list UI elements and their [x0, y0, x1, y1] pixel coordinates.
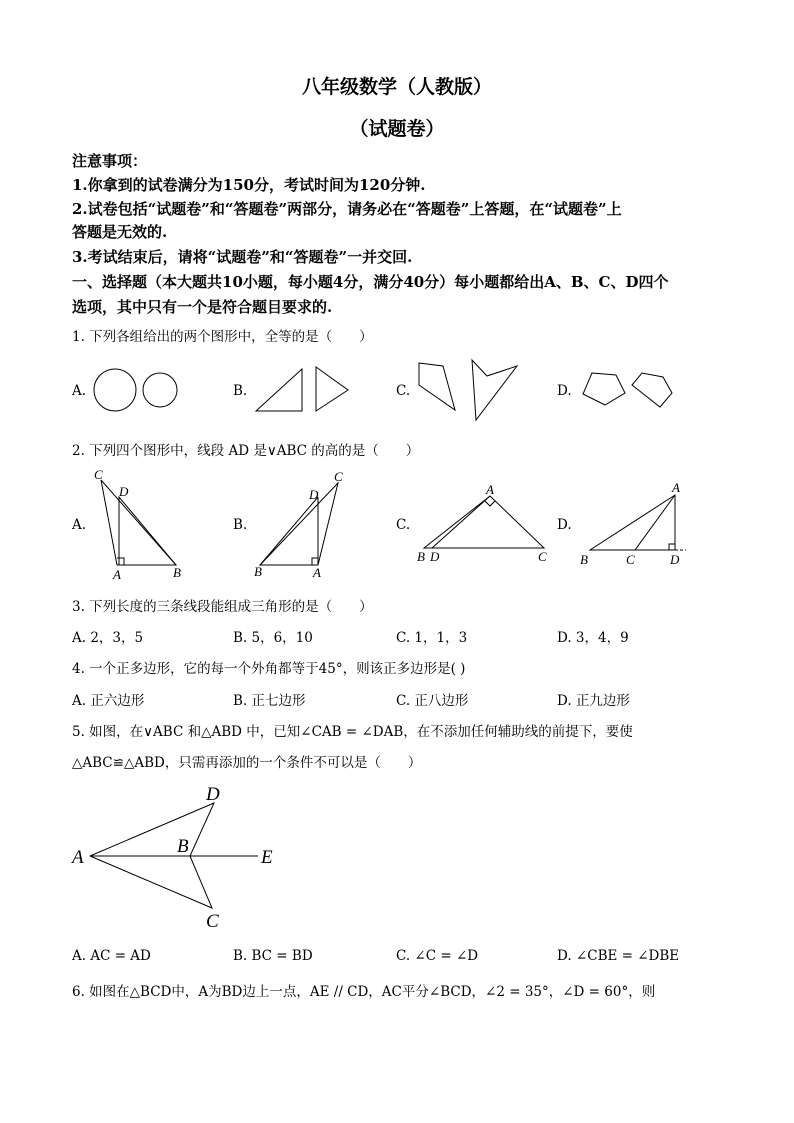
q2b-segment-bd [260, 497, 318, 565]
q3-option-b: B. 5，6，10 [233, 630, 313, 646]
notice-item-2: 2.试卷包括“试题卷”和“答题卷”两部分，请务必在“答题卷”上答题，在“试题卷”上 [72, 200, 622, 218]
question-5-stem-cont: △ABC≌△ABD，只需再添加的一个条件不可以是（ ） [72, 755, 422, 771]
notice-heading: 注意事项： [72, 152, 148, 170]
q2a-segment-cb [101, 480, 176, 565]
q2c-segment-ad [432, 496, 490, 548]
question-3-stem: 3. 下列长度的三条线段能组成三角形的是（ ） [72, 599, 373, 615]
q1-option-d: D. [557, 383, 572, 399]
question-5-stem: 5. 如图，在∨ABC 和△ABD 中，已知∠CAB = ∠DAB，在不添加任何辅助线的前提下，要使 [72, 724, 633, 740]
q1-option-c: C. [396, 383, 411, 399]
q2d-label-b: B [580, 552, 588, 567]
q2a-label-d: D [119, 484, 129, 499]
q1d-pentagon-1 [583, 373, 625, 405]
q5-option-b: B. BC = BD [233, 948, 313, 964]
q1a-circle-2 [143, 373, 177, 407]
q2b-label-b: B [254, 564, 262, 579]
q2a-right-angle-mark [117, 558, 124, 565]
q5-option-c: C. ∠C = ∠D [396, 948, 479, 964]
notice-item-3: 3.考试结束后，请将“试题卷”和“答题卷”一并交回. [72, 248, 413, 266]
q2a-label-a: A [113, 567, 121, 582]
q2a-segment-ca [101, 480, 117, 565]
q2d-label-a: A [672, 480, 680, 495]
q1c-shape-2 [472, 360, 517, 420]
notice-item-1: 1.你拿到的试卷满分为150分，考试时间为120分钟. [72, 176, 426, 194]
q2-option-b: B. [233, 517, 248, 533]
q4-option-d: D. 正九边形 [557, 693, 630, 709]
q4-option-b: B. 正七边形 [233, 693, 306, 709]
q5-triangle-abd [90, 803, 214, 856]
q2c-right-angle-mark [485, 501, 495, 506]
q1b-triangle-1 [256, 369, 302, 411]
section-heading-cont: 选项，其中只有一个是符合题目要求的. [72, 298, 333, 316]
q2-option-a: A. [72, 517, 87, 533]
q1-option-a: A. [72, 383, 87, 399]
q4-option-a: A. 正六边形 [72, 693, 145, 709]
q1b-triangle-2 [316, 367, 348, 411]
question-1-stem: 1. 下列各组给出的两个图形中，全等的是（ ） [72, 329, 373, 345]
page-title: 八年级数学（人教版） [301, 76, 492, 98]
q5-label-a: A [72, 847, 84, 868]
q2d-label-c: C [626, 552, 635, 567]
q2b-right-angle-mark [312, 558, 318, 565]
q2-option-d: D. [557, 517, 572, 533]
q3-option-a: A. 2，3，5 [72, 630, 144, 646]
q2b-triangle-bac [260, 483, 338, 565]
q5-label-b: B [177, 836, 189, 857]
q2-option-c: C. [396, 517, 411, 533]
q2b-label-a: A [313, 565, 321, 580]
q5-label-d: D [206, 784, 220, 805]
q5-triangle-abc [90, 856, 212, 908]
q5-option-a: A. AC = AD [72, 948, 151, 964]
q5-label-e: E [261, 847, 273, 868]
q2d-outer-triangle [590, 495, 675, 550]
q2b-label-d: D [309, 487, 319, 502]
q5-label-c: C [206, 911, 219, 932]
q2b-label-c: C [334, 469, 343, 484]
q2a-label-b: B [173, 565, 181, 580]
q1-option-b: B. [233, 383, 248, 399]
notice-item-2-cont: 答题是无效的. [72, 223, 168, 241]
q2c-triangle-abc [424, 496, 544, 548]
q1d-pentagon-2 [632, 373, 672, 407]
q2c-label-d: D [430, 549, 440, 564]
q3-option-d: D. 3，4，9 [557, 630, 629, 646]
q2d-segment-ca [635, 495, 675, 550]
question-2-stem: 2. 下列四个图形中，线段 AD 是∨ABC 的高的是（ ） [72, 443, 420, 459]
q1c-shape-1 [419, 363, 455, 410]
q2d-right-angle-mark [669, 544, 675, 550]
q2a-label-c: C [94, 467, 103, 482]
q2d-label-d: D [670, 552, 680, 567]
section-heading: 一、选择题（本大题共10小题，每小题4分，满分40分）每小题都给出A、B、C、D四个 [72, 273, 669, 291]
q2c-label-b: B [417, 549, 425, 564]
q2c-label-a: A [486, 482, 494, 497]
question-4-stem: 4. 一个正多边形，它的每一个外角都等于45°，则该正多边形是( ) [72, 661, 466, 677]
q1a-circle-1 [94, 369, 136, 411]
question-6-stem: 6. 如图在△BCD中，A为BD边上一点，AE // CD，AC平分∠BCD，∠2 = 35°，∠D = 60°，则 [72, 984, 656, 1000]
q4-option-c: C. 正八边形 [396, 693, 469, 709]
page-subtitle: （试题卷） [349, 118, 445, 140]
q2c-label-c: C [538, 549, 547, 564]
q3-option-c: C. 1，1，3 [396, 630, 468, 646]
q5-option-d: D. ∠CBE = ∠DBE [557, 948, 680, 964]
